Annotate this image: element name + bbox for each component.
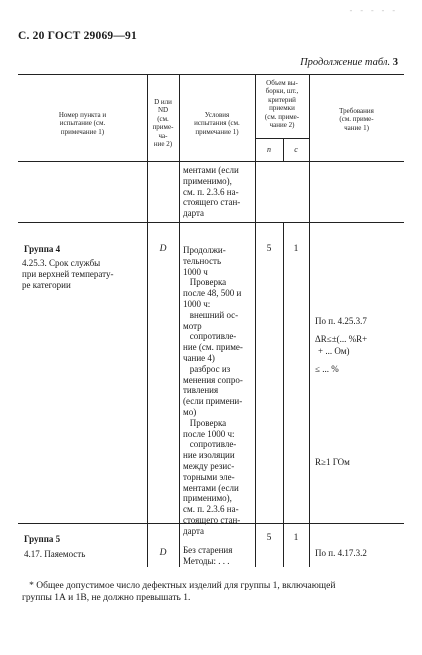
group5-item: 4.17. Паяемость bbox=[24, 549, 86, 559]
group4-c: 1 bbox=[293, 244, 299, 254]
group5-c: 1 bbox=[293, 533, 299, 543]
group4-req-spread: ≤ ... % bbox=[315, 364, 339, 374]
group4-conditions: Продолжи- тельность 1000 ч Проверка после 48, 500 и 1000 ч: внешний ос- мотр сопротивле- ние (см. приме- чание 4) разброс из менения сопро- тивления (если примени- мо) Проверка после 1000 ч: сопротивле- ние изоляции между резис- торными эле- ментами (если применимо), см. п. 2.3.6 на- стоящего стан- дарта bbox=[183, 245, 243, 536]
group4-req-insulation: R≥1 ГОм bbox=[315, 457, 350, 467]
header-conditions: Условия испытания (см. примечание 1) bbox=[194, 111, 240, 136]
group5-title: Группа 5 bbox=[24, 534, 61, 544]
section-divider-1 bbox=[18, 222, 404, 223]
group4-req-clause: По п. 4.25.3.7 bbox=[315, 316, 367, 326]
table-top-border bbox=[18, 74, 404, 75]
footnote: * Общее допустимое число дефектных изделий для группы 1, включающей группы 1А и 1В, не должно превышать 1. bbox=[22, 581, 336, 603]
section-divider-2 bbox=[18, 523, 404, 524]
header-requirements: Требования (см. приме- чание 1) bbox=[339, 107, 374, 132]
group4-d: D bbox=[159, 244, 167, 254]
col-divider-4b bbox=[283, 222, 284, 567]
sample-subheader-divider bbox=[255, 138, 309, 139]
table-number: 3 bbox=[392, 57, 398, 68]
group4-title: Группа 4 bbox=[24, 244, 61, 254]
group4-n: 5 bbox=[266, 244, 272, 254]
group5-n: 5 bbox=[266, 533, 272, 543]
table-continuation-caption bbox=[300, 57, 398, 68]
group5-requirement: По п. 4.17.3.2 bbox=[315, 548, 367, 558]
col-divider-5 bbox=[309, 74, 310, 567]
header-d-nd: D или ND (см. приме- ча- ние 2) bbox=[152, 98, 174, 149]
col-divider-2 bbox=[179, 74, 180, 567]
header-bottom-border bbox=[18, 161, 404, 162]
group4-req-ohm: + ... Ом) bbox=[318, 346, 350, 356]
group5-conditions: Без старения Методы: . . . bbox=[183, 545, 233, 566]
header-n: n bbox=[267, 145, 271, 154]
header-c: c bbox=[294, 145, 298, 154]
header-item: Номер пункта и испытание (см. примечание 1) bbox=[58, 111, 107, 136]
top-marks: - - - - - bbox=[349, 6, 398, 15]
continued-conditions: ментами (если применимо), см. п. 2.3.6 на- стоящего стан- дарта bbox=[183, 165, 241, 219]
continuation-text: Продолжение табл. bbox=[300, 57, 391, 68]
group4-item: 4.25.3. Срок службы при верхней температу- ре категории bbox=[22, 258, 114, 290]
group4-req-delta: ΔR≤±(... %R+ bbox=[315, 334, 368, 344]
group5-d: D bbox=[159, 548, 167, 558]
page-header: С. 20 ГОСТ 29069—91 bbox=[18, 30, 137, 42]
header-sample: Объем вы- борки, шт., критерий приемки (см. приме- чание 2) bbox=[264, 79, 300, 130]
